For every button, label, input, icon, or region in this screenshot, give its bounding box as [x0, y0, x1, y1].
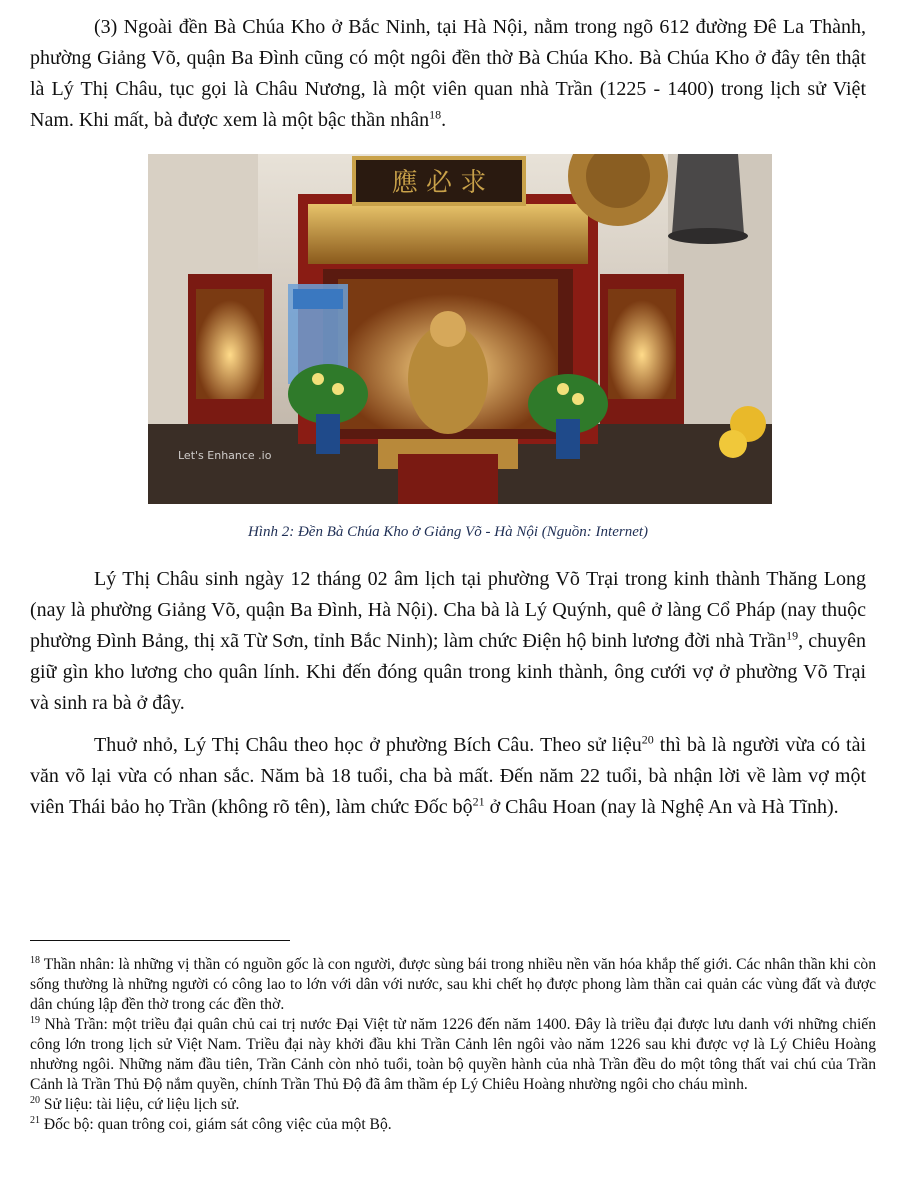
footnote-divider: [30, 940, 290, 941]
footnote-20: $^{20}$ Sử liệu: tài liệu, cứ liệu lịch sử.: [30, 1094, 240, 1113]
temple-photo: [148, 154, 772, 504]
footnote-18: $^{18}$ Thần nhân: là những vị thần có nguồn gốc là con người, được sùng bái trong nhiều nền văn hóa khắp thế giới. Các nhân thần khi còn sống thường là những người có công lao to lớn với dân với nước, sau khi chết họ được phong làm thần cai quản các vùng đất và được dân chúng lập đền thờ trong các đền thờ.: [30, 954, 876, 1013]
watermark-text: Let's Enhance .io: [178, 449, 272, 462]
figure-caption: Hình 2: Đền Bà Chúa Kho ở Giảng Võ - Hà Nội (Nguồn: Internet): [247, 524, 649, 540]
plaque-text: 應 必 求: [391, 168, 487, 198]
paragraph-3: Thuở nhỏ, Lý Thị Châu theo học ở phường Bích Câu. Theo sử liệu$^{20}$ thì bà là người vừa có tài văn võ lại vừa có nhan sắc. Năm bà 18 tuổi, cha bà mất. Đến năm 22 tuổi, bà nhận lời về làm vợ một viên Thái bảo họ Trần (không rõ tên), làm chức Đốc bộ$^{21}$ ở Châu Hoan (nay là Nghệ An và Hà Tĩnh).: [30, 732, 867, 818]
footnote-ref-21[interactable]: 21: [472, 794, 485, 809]
footnote-21: $^{21}$ Đốc bộ: quan trông coi, giám sát công việc của một Bộ.: [30, 1114, 392, 1133]
footnote-ref-18[interactable]: 18: [429, 107, 442, 122]
footnotes: [30, 955, 876, 1135]
footnote-19: $^{19}$ Nhà Trần: một triều đại quân chủ cai trị nước Đại Việt từ năm 1226 đến năm 1400. Đây là triều đại được lưu danh với những chiến công lớn trong lịch sử Việt Nam. Triều đại này khởi đầu khi Trần Cảnh lên ngôi vào năm 1226 sau khi được vợ là Lý Chiêu Hoàng nhường ngôi. Những năm đầu tiên, Trần Cảnh còn nhỏ tuổi, toàn bộ quyền hành của nhà Trần đều do một tông thất vai chú của Trần Cảnh là Trần Thủ Độ nắm quyền, chính Trần Thủ Độ đã âm thầm ép Lý Chiêu Hoàng nhường ngôi cho cháu mình.: [30, 1014, 876, 1093]
footnote-ref-20[interactable]: 20: [641, 732, 654, 747]
footnote-ref-19[interactable]: 19: [786, 628, 799, 643]
paragraph-1: (3) Ngoài đền Bà Chúa Kho ở Bắc Ninh, tại Hà Nội, nằm trong ngõ 612 đường Đê La Thành, phường Giảng Võ, quận Ba Đình cũng có một ngôi đền thờ Bà Chúa Kho. Bà Chúa Kho ở đây tên thật là Lý Thị Châu, tục gọi là Châu Nương, là một viên quan nhà Trần (1225 - 1400) trong lịch sử Việt Nam. Khi mất, bà được xem là một bậc thần nhân$^{18}$.: [30, 16, 866, 131]
paragraph-2: Lý Thị Châu sinh ngày 12 tháng 02 âm lịch tại phường Võ Trại trong kinh thành Thăng Long (nay là phường Giảng Võ, quận Ba Đình, Hà Nội). Cha bà là Lý Quýnh, quê ở làng Cổ Pháp (nay thuộc phường Đình Bảng, thị xã Từ Sơn, tỉnh Bắc Ninh); làm chức Điện hộ binh lương đời nhà Trần$^{19}$, chuyên giữ gìn kho lương cho quân lính. Khi đến đóng quân trong kinh thành, ông cưới vợ ở phường Võ Trại và sinh ra bà ở đây.: [30, 568, 866, 714]
